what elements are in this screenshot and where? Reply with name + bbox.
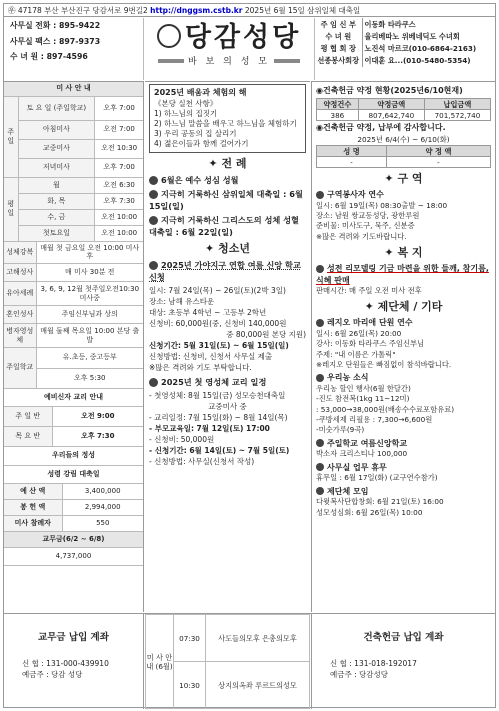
bullet-icon — [149, 261, 158, 270]
farm-news-item: 우리농 소식 — [316, 372, 491, 384]
office-closed-item: 사무실 업무 휴무 — [316, 462, 491, 474]
middle-column: 2025년 배움과 체험의 해 《본당 실천 사항》 1) 하느님의 집짓기 2) 하느님 말씀을 배우고 하느님을 체험하기 3) 우리 공동의 집 살리기 4) 젊은이들과 함께 걸어가기 ✦ 전 례 6월은 예수 성심 성월 지극히 거룩하신 삼위일체 대축일 : 6월 15일(일) 지극히 거룩하신 그리스도의 성체 성혈 대축일 : 6월 22일(일) ✦ 청소년 2025년 가야지구 연합 여름 신앙 학교 신청 일시: 7월 24일(목) ~ 26일(토)(2박 3일) 장소: 남해 유스타운 대상: 초등부 4학년 ~ 고등부 2학년 신청비: 60,000원(중, 신청비 140,000원 중 80,000원 본당 지원) 신청기간: 5월 31일(토) ~ 6월 15일(일) 신청방법: 신청비, 신청서 사무실 제출 ※많은 격려와 기도 부탁합니다. 2025년 첫 영성체 교리 일정 - 첫영성체: 8월 15일(금) 성모승천대축일 교중미사 중 - 교리일정: 7월 15일(화) ~ 8월 14일(목) - 부모교육일: 7월 12일(토) 17:00 - 신청비: 50,000원 - 신청기간: 6월 14일(토) ~ 7월 5일(토) - 신청방법: 사무실(신청서 작성) — [145, 81, 310, 612]
right-column: ◉건축헌금 약정 현황(2025년6/10현재) 약정건수 약정금액 납입금액 386 807,642,740 701,572,740 ◉건축헌금 약정, 납부에 감사합니다. 2025년 6/4(수) ~ 6/10(화) 성 명 약 정 액 - - ✦ 구 역 구역봉사자 연수 일시: 6월 19일(목) 08:30출발 ~ 18:00 장소: 남원 쌍교동성당, 광한루원 준비물: 미사도구, 묵주, 신분증 ※많은 격려와 기도바랍니다. ✦ 복 지 성전 리모델링 기금 마련을 위한 들깨, 참기름, 식혜 판매 판매시간: 매 주일 오전 미사 전후 ✦ 제단체 / 기타 레지오 마리애 단원 연수 일시: 6월 26일(목) 20:00 강사: 이동화 타라쿠스 주임신부님 주제: "내 이름은 가톨릭" ※레지오 단원들은 빠짐없이 참석바랍니다. 우리농 소식 우리농 할인 행사(6월 한달간) -진도 참전복(1kg 11~12미) : 53,000→38,000원(배송수수료포함유료) -쿠방세제 리필용 : 7,300→6,600원 -미숫가루(9곡) 주일학교 여름신앙학교 박소자 크리스티나 100,000 사무실 업무 휴무 휴무일 : 6월 17일(화) (교구연수참가) 제단체 모임 다윗복사단합창회: 6월 21일(토) 16:00 성모성심회: 6월 26일(목) 10:00 — [311, 81, 495, 612]
liturgy-item: 지극히 거룩하신 삼위일체 대축일 : 6월 15일(일) — [149, 188, 303, 211]
footer — [4, 613, 495, 708]
bullet-icon — [149, 378, 158, 387]
section-liturgy-title: ✦ 전 례 — [208, 157, 247, 170]
building-fund-title: ◉건축헌금 약정 현황(2025년6/10현재) — [316, 86, 463, 95]
top-bar — [4, 4, 495, 17]
contact-fax: 사무실 팩스 : 897-9373 — [10, 36, 101, 46]
legio-item: 레지오 마리애 단원 연수 — [316, 317, 491, 329]
contact-phone: 사무실 전화 : 895-9422 — [10, 21, 101, 30]
bullet-icon — [316, 463, 324, 471]
staff-row: 평 협 회 장 노진석 마르코(010-6864-2163) — [315, 42, 495, 54]
monthly-mass-table: 미 사 안 내 (6월) 07:30 사도들의모후 은총의모후 10:30 상지의옥좌 루르드의성모 — [145, 614, 310, 709]
bullet-icon — [316, 374, 324, 382]
youth-table: 주일학교 유.초등, 중고등부 오후 5:30 — [4, 348, 143, 389]
bullet-icon — [316, 439, 324, 447]
bulletin-page — [3, 3, 496, 708]
year-theme-box: 2025년 배움과 체험의 해 《본당 실천 사항》 1) 하느님의 집짓기 2) 하느님 말씀을 배우고 하느님을 체험하기 3) 우리 공동의 집 살리기 4) 젊은이들과 함께 걸어가기 — [149, 84, 306, 153]
group-meeting-item: 제단체 모임 — [316, 486, 491, 498]
tithe-account: 교무금 납입 계좌 신 협 : 131-000-439910 예금주 : 당감 성당 — [4, 614, 144, 709]
staff-row: 수 녀 원 율리베따노 위베네딕도 수녀회 — [315, 30, 495, 42]
website-link[interactable]: http://dnggsm.cstb.kr — [150, 6, 243, 15]
bullet-icon — [316, 191, 324, 199]
church-name: 당감성당 — [184, 22, 302, 53]
building-fund-table: 약정건수 약정금액 납입금액 386 807,642,740 701,572,740 — [316, 98, 491, 121]
district-item: 구역봉사자 연수 — [316, 189, 491, 201]
issue-date: 2025년 6월 15일 삼위일체 대축일 — [244, 6, 361, 15]
liturgy-item: 6월은 예수 성심 성월 — [149, 174, 306, 186]
bullet-icon — [149, 190, 158, 199]
building-account: 건축헌금 납입 계좌 신 협 : 131-018-192017 예금주 : 당감성당 — [311, 614, 495, 709]
catechism-table: 예비신자 교리 안내 주 일 반 오전 9:00 목 요 반 오후 7:30 — [4, 389, 143, 448]
church-address: ㉾ 47178 부산 부산진구 당감서로 9번길2 — [8, 6, 148, 15]
staff-row: 주 임 신 부 이동화 타라쿠스 — [315, 18, 495, 30]
mass-schedule-table: 미 사 안 내 주일 토 요 일 (주일학교) 오후 7:00 아침미사 오전 7:00 교중미사 오전 10:30 저녁미사 오후 7:00 평일 월 오전 6:30 화, 목 오후 7:30 수, 금 오전 10:00 첫토요일 오전 10:00 — [4, 82, 143, 242]
contact-info — [4, 18, 144, 80]
sacrament-table: 성체강복 매월 첫 금요일 오전 10:00 미사후 고해성사 매 미사 30분 전 유아세례 3, 6, 9, 12월 첫주일오전10:30미사중 혼인성사 주임신부님과 상의 병자영성체 매월 둘째 목요일 10:00 본당 출발 — [4, 242, 143, 349]
church-emblem-icon — [157, 24, 181, 48]
bullet-icon — [316, 265, 324, 273]
first-communion-item: 2025년 첫 영성체 교리 일정 — [149, 376, 306, 388]
left-column — [4, 81, 144, 612]
summer-school-item: 주일학교 여름신앙학교 — [316, 438, 491, 450]
decor-bar-left — [158, 59, 184, 63]
section-youth-title: ✦ 청소년 — [205, 241, 250, 255]
staff-row: 선종봉사회장 이대훈 요...(010-5480-5354) — [315, 55, 495, 67]
bullet-icon — [149, 176, 158, 185]
bullet-icon — [316, 319, 324, 327]
section-groups-title: ✦ 제단체 / 기타 — [364, 300, 443, 314]
thanks-table: 성 명 약 정 액 - - — [316, 145, 491, 168]
offering-table: 우리들의 정성 성령 강림 대축일 예 산 액 3,400,000 봉 헌 액 2,994,000 미사 참례자 550 교무금(6/2 ~ 6/8) 4,737,000 — [4, 447, 143, 566]
mass-title: 미 사 안 내 — [4, 82, 143, 96]
section-district-title: ✦ 구 역 — [384, 172, 423, 186]
bullet-icon — [316, 487, 324, 495]
contact-convent: 수 녀 원 : 897-4596 — [10, 52, 88, 61]
decor-bar-right — [274, 59, 300, 63]
bullet-icon — [149, 216, 158, 225]
section-welfare-title: ✦ 복 지 — [384, 246, 423, 260]
staff-table — [314, 18, 495, 80]
youth-item: 2025년 가야지구 연합 여름 신앙 학교 신청 — [149, 259, 301, 282]
thanks-title: ◉건축헌금 약정, 납부에 감사합니다. — [316, 123, 446, 132]
church-logo — [145, 18, 313, 80]
welfare-item: 성전 리모델링 기금 마련을 위한 들깨, 참기름, 식혜 판매 — [316, 264, 489, 285]
church-motto: 바 보 의 성 모 — [188, 56, 270, 67]
liturgy-item: 지극히 거룩하신 그리스도의 성체 성혈 대축일 : 6월 22일(일) — [149, 214, 299, 237]
